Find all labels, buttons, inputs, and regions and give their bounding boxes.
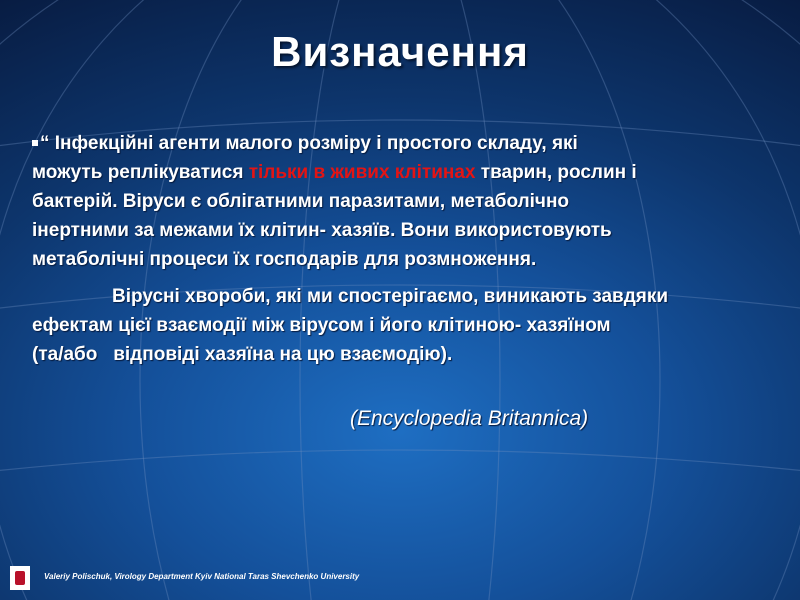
footer-credit: Valeriy Polischuk, Virology Department Kyiv National Taras Shevchenko University (44, 572, 360, 581)
open-quote: “ (40, 133, 55, 154)
highlighted-phrase: тільки в живих клітинах (248, 162, 476, 183)
university-logo-icon (10, 566, 30, 590)
definition-line-2-end: тварин, рослин і (475, 162, 637, 183)
diseases-line-2: ефектам цієї взаємодії між вірусом і його клітиною- хазяїном (32, 315, 611, 336)
diseases-line-1: Вірусні хвороби, які ми спостерігаємо, виникають завдяки (112, 286, 669, 307)
slide-title: Визначення (271, 28, 529, 75)
definition-line-4: інертними за межами їх клітин- хазяїв. Вони використовують (32, 220, 612, 241)
definition-line-5: метаболічні процеси їх господарів для розмноження. (32, 249, 537, 270)
diseases-line-3: (та/або відповіді хазяїна на цю взаємодію). (32, 344, 453, 365)
bullet-icon (32, 140, 38, 146)
source-citation: (Encyclopedia Britannica) (350, 407, 589, 430)
diseases-paragraph (32, 282, 777, 369)
definition-line-2-start: можуть реплікуватися (32, 162, 249, 183)
definition-line-1: Інфекційні агенти малого розміру і простого складу, які (54, 133, 578, 154)
definition-paragraph (32, 129, 777, 274)
definition-line-3: бактерій. Віруси є облігатними паразитами, метаболічно (32, 191, 570, 212)
